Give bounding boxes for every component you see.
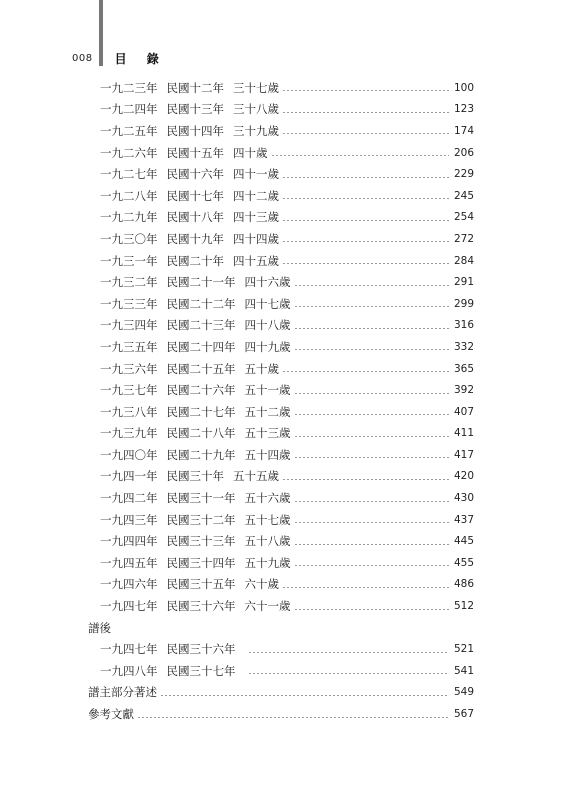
toc-entry-year: 一九三〇年 [100,231,158,246]
toc-entry-age: 四十九歲 [244,339,291,354]
toc-page-number: 365 [453,362,474,375]
toc-entry-label [88,404,291,420]
toc-entry-year: 一九四一年 [100,469,158,484]
toc-entry-year: 一九三二年 [100,275,158,290]
toc-entry-label [88,80,279,96]
toc-entry-age: 五十七歲 [244,512,291,527]
toc-page-number: 437 [453,513,474,526]
toc-entry[interactable] [88,77,474,99]
toc-entry-year: 一九二四年 [100,102,158,117]
toc-entry[interactable] [88,423,474,445]
toc-entry-era: 民國二十一年 [166,275,236,290]
toc-entry-era: 民國二十年 [166,253,224,268]
toc-entry-era: 民國三十二年 [166,512,236,527]
toc-entry-year: 一九二八年 [100,188,158,203]
toc-entry-label [88,490,291,506]
toc-entry[interactable] [88,163,474,185]
toc-entry-era: 民國十四年 [166,123,224,138]
dot-leader [282,479,449,480]
dot-leader [248,652,450,653]
dot-leader [294,565,450,566]
toc-entry-age: 五十九歲 [244,555,291,570]
toc-entry-era: 民國三十四年 [166,555,236,570]
toc-entry-year: 一九三八年 [100,404,158,419]
toc-entry-era: 民國三十五年 [166,577,236,592]
toc-entry-age: 六十一歲 [244,599,291,614]
toc-entry-era: 民國二十三年 [166,318,236,333]
toc-page-number: 392 [453,384,474,397]
dot-leader [282,263,449,264]
toc-page-number: 541 [453,664,474,677]
toc-entry-label [88,123,279,139]
dot-leader [294,306,450,307]
dot-leader [282,241,449,242]
toc-entry-label [88,598,291,614]
toc-entry[interactable] [88,120,474,142]
toc-entry-era: 民國十九年 [166,231,224,246]
toc-entry-year: 一九四三年 [100,512,158,527]
table-of-contents [88,77,474,725]
toc-entry[interactable] [88,660,474,682]
toc-entry-era: 民國十三年 [166,102,224,117]
dot-leader [294,393,450,394]
toc-entry-label [88,101,279,117]
toc-page-number: 512 [453,600,474,613]
toc-entry-era: 民國二十五年 [166,361,236,376]
toc-page-number: 299 [453,297,474,310]
toc-page-number: 284 [453,254,474,267]
toc-page-number: 445 [453,535,474,548]
toc-entry-age: 五十六歲 [244,491,291,506]
dot-leader [294,285,450,286]
toc-entry[interactable] [88,466,474,488]
toc-entry-label [88,339,291,355]
toc-entry-age: 四十五歲 [233,253,279,268]
toc-entry-label [88,296,291,312]
toc-entry-age: 三十九歲 [233,123,279,138]
toc-entry-age: 四十三歲 [233,210,279,225]
dot-leader [282,587,449,588]
toc-page-number: 206 [453,146,474,159]
toc-entry-title: 譜後 [88,620,111,635]
dot-leader [282,177,449,178]
dot-leader [248,673,450,674]
toc-entry[interactable] [88,552,474,574]
dot-leader [282,112,449,113]
dot-leader [282,90,449,91]
dot-leader [282,198,449,199]
dot-leader [282,371,449,372]
toc-entry-age: 五十八歲 [244,534,291,549]
toc-entry-year: 一九四五年 [100,555,158,570]
dot-leader [294,328,450,329]
toc-entry-era: 民國三十三年 [166,534,236,549]
toc-entry-label [88,555,291,571]
toc-page-number: 254 [453,211,474,224]
toc-entry[interactable] [88,336,474,358]
toc-section-heading [88,617,474,639]
toc-entry-label [88,641,245,657]
toc-page-number: 332 [453,340,474,353]
toc-entry-label [88,663,245,679]
toc-entry[interactable] [88,271,474,293]
toc-entry-era: 民國三十一年 [166,491,236,506]
toc-entry-year: 一九二七年 [100,167,158,182]
toc-entry-era: 民國二十二年 [166,296,236,311]
toc-page-number: 411 [453,427,474,440]
dot-leader [282,133,449,134]
toc-entry[interactable] [88,595,474,617]
toc-entry-age: 四十七歲 [244,296,291,311]
toc-entry[interactable] [88,444,474,466]
toc-entry-label [88,382,291,398]
toc-entry-title: 參考文獻 [88,707,134,722]
toc-entry-year: 一九三七年 [100,383,158,398]
toc-entry-year: 一九四七年 [100,599,158,614]
toc-entry-era: 民國十二年 [166,80,224,95]
toc-entry-age: 五十歲 [244,361,279,376]
toc-entry-label [88,425,291,441]
dot-leader [294,349,450,350]
toc-entry-label [88,231,279,247]
toc-page-number: 486 [453,578,474,591]
toc-entry-era: 民國三十六年 [166,642,236,657]
toc-entry-label [88,188,279,204]
dot-leader [294,609,450,610]
dot-leader [294,414,450,415]
toc-entry-year: 一九三三年 [100,296,158,311]
toc-entry-year: 一九四八年 [100,663,158,678]
toc-entry-year: 一九二九年 [100,210,158,225]
toc-entry-year: 一九二六年 [100,145,158,160]
toc-entry-year: 一九三九年 [100,426,158,441]
toc-page-number: 521 [453,643,474,656]
toc-entry[interactable] [88,358,474,380]
toc-entry-label [88,447,291,463]
toc-entry-era: 民國十七年 [166,188,224,203]
toc-entry[interactable] [88,487,474,509]
toc-entry-era: 民國十八年 [166,210,224,225]
page-number: 008 [72,52,93,64]
toc-page-number: 407 [453,405,474,418]
toc-entry-year: 一九四六年 [100,577,158,592]
toc-entry-age: 五十三歲 [244,426,291,441]
toc-entry-age: 四十八歲 [244,318,291,333]
toc-entry-label [88,145,268,161]
toc-entry[interactable] [88,574,474,596]
toc-page-number: 123 [453,103,474,116]
toc-entry-age: 五十四歲 [244,447,291,462]
toc-page-number: 417 [453,448,474,461]
toc-entry-label [88,209,279,225]
toc-entry-age: 五十五歲 [233,469,279,484]
toc-page-number: 229 [453,168,474,181]
toc-entry-year: 一九三五年 [100,339,158,354]
dot-leader [271,155,450,156]
toc-entry[interactable] [88,315,474,337]
toc-page-number: 549 [453,686,474,699]
toc-entry[interactable] [88,638,474,660]
toc-entry-year: 一九四〇年 [100,447,158,462]
dot-leader [294,501,450,502]
dot-leader [294,544,450,545]
toc-entry-year: 一九二三年 [100,80,158,95]
toc-entry-year: 一九三一年 [100,253,158,268]
toc-entry-label [88,706,134,722]
toc-entry[interactable] [88,682,474,704]
toc-entry[interactable] [88,703,474,725]
toc-entry-title: 譜主部分著述 [88,685,157,700]
toc-entry-label [88,576,279,592]
toc-page-number: 174 [453,124,474,137]
toc-entry-label [88,512,291,528]
toc-entry-era: 民國二十六年 [166,383,236,398]
toc-entry-age: 四十四歲 [233,231,279,246]
toc-entry-age: 三十七歲 [233,80,279,95]
dot-leader [160,695,449,696]
toc-entry-age: 六十歲 [244,577,279,592]
dot-leader [294,522,450,523]
toc-entry-age: 五十一歲 [244,383,291,398]
toc-entry-label [88,468,279,484]
toc-page-number: 430 [453,492,474,505]
toc-entry-label [88,274,291,290]
toc-page-number: 316 [453,319,474,332]
toc-page-number: 291 [453,276,474,289]
toc-entry[interactable] [88,530,474,552]
toc-entry[interactable] [88,207,474,229]
toc-entry-era: 民國二十四年 [166,339,236,354]
toc-entry-label [88,166,279,182]
toc-entry[interactable] [88,99,474,121]
toc-entry[interactable] [88,185,474,207]
toc-entry[interactable] [88,142,474,164]
toc-entry-era: 民國二十七年 [166,404,236,419]
toc-page-number: 272 [453,232,474,245]
toc-entry-era: 民國二十九年 [166,447,236,462]
toc-page-number: 245 [453,189,474,202]
toc-entry-era: 民國二十八年 [166,426,236,441]
toc-entry-age: 四十一歲 [233,167,279,182]
toc-entry-label [88,253,279,269]
toc-entry-label [88,361,279,377]
toc-entry-era: 民國三十六年 [166,599,236,614]
toc-entry-year: 一九四四年 [100,534,158,549]
toc-entry-era: 民國十五年 [166,145,224,160]
toc-entry-year: 一九四七年 [100,642,158,657]
toc-entry[interactable] [88,509,474,531]
toc-entry[interactable] [88,379,474,401]
toc-entry[interactable] [88,228,474,250]
toc-page-number: 567 [453,708,474,721]
toc-entry-age: 五十二歲 [244,404,291,419]
toc-entry-label [88,684,157,700]
toc-entry-year: 一九二五年 [100,123,158,138]
toc-page-number: 420 [453,470,474,483]
toc-entry-era: 民國十六年 [166,167,224,182]
toc-entry-year: 一九四二年 [100,491,158,506]
toc-entry-era: 民國三十七年 [166,663,236,678]
dot-leader [282,220,449,221]
dot-leader [137,717,449,718]
toc-page-number: 100 [453,81,474,94]
toc-entry-year: 一九三四年 [100,318,158,333]
toc-entry-age: 三十八歲 [233,102,279,117]
dot-leader [294,457,450,458]
dot-leader [294,436,450,437]
toc-entry-era: 民國三十年 [166,469,224,484]
toc-entry-age: 四十歲 [233,145,268,160]
section-title: 目 錄 [114,51,167,66]
toc-entry-label [88,620,111,636]
toc-page-number: 455 [453,556,474,569]
toc-entry[interactable] [88,401,474,423]
toc-entry-age: 四十二歲 [233,188,279,203]
toc-entry[interactable] [88,293,474,315]
toc-entry[interactable] [88,250,474,272]
toc-entry-year: 一九三六年 [100,361,158,376]
page-header [72,50,167,66]
toc-entry-label [88,533,291,549]
toc-entry-age: 四十六歲 [244,275,291,290]
toc-entry-label [88,317,291,333]
